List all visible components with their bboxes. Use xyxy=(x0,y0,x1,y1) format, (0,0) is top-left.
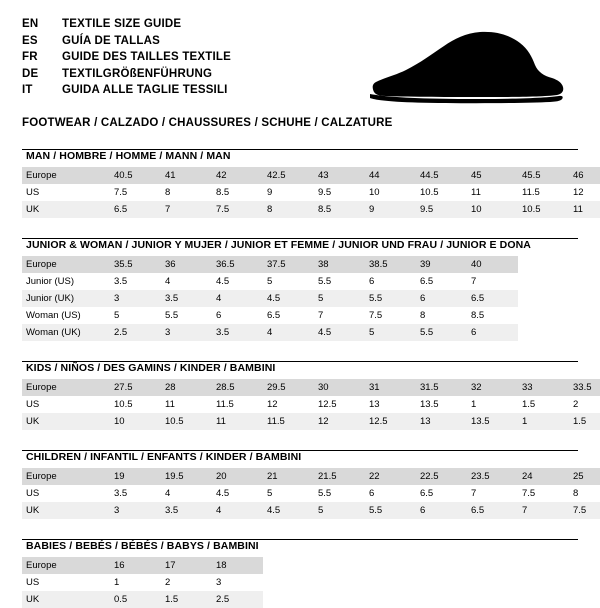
size-cell: 6 xyxy=(416,290,467,307)
row-label: Junior (US) xyxy=(26,276,75,287)
size-cell: 44.5 xyxy=(416,167,467,184)
size-table xyxy=(22,167,600,218)
size-cell: 13 xyxy=(369,399,380,410)
language-row xyxy=(22,16,231,33)
language-row xyxy=(22,82,231,99)
row-label: UK xyxy=(22,201,110,218)
row-label: UK xyxy=(22,591,110,608)
size-cell: 7.5 xyxy=(369,310,383,321)
size-cell: 10 xyxy=(467,201,518,218)
size-cell: 5 xyxy=(267,488,273,499)
row-label: Woman (US) xyxy=(26,310,81,321)
size-cell: 17 xyxy=(161,557,212,574)
size-cell: 28.5 xyxy=(212,379,263,396)
size-cell: 12.5 xyxy=(318,399,337,410)
size-cell: 33 xyxy=(518,379,569,396)
size-cell: 5 xyxy=(114,310,120,321)
language-code: ES xyxy=(22,34,38,47)
language-title: GUIDE DES TAILLES TEXTILE xyxy=(62,51,231,63)
size-cell: 10 xyxy=(369,187,380,198)
size-cell: 1 xyxy=(518,413,569,430)
size-cell: 40.5 xyxy=(110,167,161,184)
size-cell: 6.5 xyxy=(467,290,518,307)
language-title: TEXTILGRÖßENFÜHRUNG xyxy=(62,67,213,80)
size-cell: 12 xyxy=(267,399,278,410)
size-cell: 21.5 xyxy=(314,468,365,485)
language-row xyxy=(22,33,231,50)
size-cell: 4 xyxy=(263,324,314,341)
size-cell: 31 xyxy=(365,379,416,396)
table-row xyxy=(22,502,600,519)
size-cell: 10.5 xyxy=(114,399,133,410)
size-cell: 8.5 xyxy=(314,201,365,218)
size-cell: 7 xyxy=(471,276,477,287)
row-label: US xyxy=(26,187,40,198)
size-table xyxy=(22,379,600,430)
size-cell: 6 xyxy=(467,324,518,341)
size-cell: 3.5 xyxy=(212,324,263,341)
size-cell: 4.5 xyxy=(263,290,314,307)
size-table xyxy=(22,557,263,608)
size-cell: 1.5 xyxy=(522,399,536,410)
size-cell: 10.5 xyxy=(420,187,439,198)
size-cell: 32 xyxy=(467,379,518,396)
size-group-title: BABIES / BEBÉS / BÉBÉS / BABYS / BAMBINI xyxy=(26,540,259,552)
size-cell: 44 xyxy=(365,167,416,184)
size-cell: 4 xyxy=(212,502,263,519)
size-cell: 38 xyxy=(314,256,365,273)
size-cell: 8.5 xyxy=(216,187,230,198)
table-row xyxy=(22,485,600,502)
size-group xyxy=(22,450,587,519)
row-label: Woman (UK) xyxy=(22,324,110,341)
size-cell: 1 xyxy=(471,399,477,410)
size-cell: 3 xyxy=(161,324,212,341)
size-cell: 2 xyxy=(573,399,579,410)
size-cell: 5 xyxy=(267,276,273,287)
table-row xyxy=(22,557,263,574)
size-cell: 31.5 xyxy=(416,379,467,396)
size-cell: 6 xyxy=(416,502,467,519)
size-cell: 8.5 xyxy=(471,310,485,321)
size-cell: 7.5 xyxy=(569,502,600,519)
size-cell: 7 xyxy=(318,310,324,321)
size-cell: 3.5 xyxy=(114,488,128,499)
size-cell: 30 xyxy=(314,379,365,396)
size-cell: 7 xyxy=(161,201,212,218)
size-cell: 7.5 xyxy=(212,201,263,218)
size-cell: 5.5 xyxy=(165,310,179,321)
size-cell: 6 xyxy=(369,488,375,499)
size-cell: 7.5 xyxy=(522,488,536,499)
size-cell: 11.5 xyxy=(216,399,234,410)
size-cell: 11 xyxy=(569,201,600,218)
size-cell: 3 xyxy=(110,502,161,519)
row-label: US xyxy=(26,488,40,499)
size-cell: 11.5 xyxy=(263,413,314,430)
size-group xyxy=(22,361,592,430)
size-cell: 6.5 xyxy=(110,201,161,218)
size-cell: 35.5 xyxy=(110,256,161,273)
size-cell: 12 xyxy=(573,187,584,198)
size-cell: 21 xyxy=(263,468,314,485)
row-label: Europe xyxy=(22,167,110,184)
size-cell: 3.5 xyxy=(161,502,212,519)
size-cell: 6.5 xyxy=(420,488,434,499)
size-cell: 9 xyxy=(365,201,416,218)
size-cell: 11 xyxy=(212,413,263,430)
size-group-title: CHILDREN / INFANTIL / ENFANTS / KINDER / BAMBINI xyxy=(26,451,302,463)
size-cell: 13.5 xyxy=(420,399,439,410)
language-row xyxy=(22,66,231,83)
size-cell: 9.5 xyxy=(318,187,332,198)
size-cell: 3 xyxy=(216,577,222,588)
size-cell: 22.5 xyxy=(416,468,467,485)
language-code: DE xyxy=(22,67,39,80)
size-cell: 6.5 xyxy=(267,310,281,321)
row-label: Europe xyxy=(22,468,110,485)
size-cell: 8 xyxy=(573,488,579,499)
size-cell: 6 xyxy=(216,310,222,321)
size-table xyxy=(22,256,518,341)
row-label: Europe xyxy=(22,557,110,574)
size-cell: 38.5 xyxy=(365,256,416,273)
size-cell: 6.5 xyxy=(420,276,434,287)
size-group-title: KIDS / NIÑOS / DES GAMINS / KINDER / BAMBINI xyxy=(26,362,276,374)
size-cell: 42.5 xyxy=(263,167,314,184)
size-cell: 13 xyxy=(416,413,467,430)
dress-shoe-icon xyxy=(362,28,572,106)
size-cell: 29.5 xyxy=(263,379,314,396)
size-cell: 5.5 xyxy=(365,290,416,307)
size-cell: 11.5 xyxy=(522,187,540,198)
size-cell: 5.5 xyxy=(416,324,467,341)
language-title: TEXTILE SIZE GUIDE xyxy=(62,18,182,30)
size-cell: 2.5 xyxy=(212,591,263,608)
size-cell: 7 xyxy=(471,488,477,499)
size-cell: 36 xyxy=(161,256,212,273)
size-cell: 27.5 xyxy=(110,379,161,396)
size-cell: 12.5 xyxy=(365,413,416,430)
size-cell: 19.5 xyxy=(161,468,212,485)
size-group xyxy=(22,238,578,341)
size-cell: 1.5 xyxy=(569,413,600,430)
size-cell: 4 xyxy=(165,488,171,499)
row-label: Europe xyxy=(22,379,110,396)
size-cell: 6.5 xyxy=(467,502,518,519)
table-row xyxy=(22,396,600,413)
table-row xyxy=(22,167,600,184)
row-label: UK xyxy=(22,502,110,519)
size-cell: 41 xyxy=(161,167,212,184)
size-cell: 5 xyxy=(314,290,365,307)
size-cell: 5.5 xyxy=(365,502,416,519)
size-group xyxy=(22,539,578,608)
size-group-title: MAN / HOMBRE / HOMME / MANN / MAN xyxy=(26,150,231,162)
size-cell: 37.5 xyxy=(263,256,314,273)
size-cell: 11 xyxy=(165,399,175,410)
size-cell: 20 xyxy=(212,468,263,485)
size-cell: 13.5 xyxy=(467,413,518,430)
size-cell: 3.5 xyxy=(114,276,128,287)
language-title: GUÍA DE TALLAS xyxy=(62,34,160,47)
size-cell: 18 xyxy=(212,557,263,574)
table-row xyxy=(22,468,600,485)
size-cell: 25 xyxy=(569,468,600,485)
table-row xyxy=(22,290,518,307)
size-cell: 39 xyxy=(416,256,467,273)
size-cell: 24 xyxy=(518,468,569,485)
table-row xyxy=(22,184,600,201)
language-row xyxy=(22,49,231,66)
size-cell: 43 xyxy=(314,167,365,184)
size-cell: 22 xyxy=(365,468,416,485)
size-cell: 12 xyxy=(314,413,365,430)
size-cell: 8 xyxy=(420,310,426,321)
size-cell: 5 xyxy=(314,502,365,519)
size-cell: 1 xyxy=(114,577,120,588)
size-group xyxy=(22,149,584,218)
size-cell: 46 xyxy=(569,167,600,184)
size-cell: 16 xyxy=(110,557,161,574)
size-cell: 0.5 xyxy=(110,591,161,608)
size-cell: 5 xyxy=(365,324,416,341)
size-table xyxy=(22,468,600,519)
table-row xyxy=(22,413,600,430)
size-cell: 4.5 xyxy=(216,276,230,287)
language-code: FR xyxy=(22,51,38,63)
row-label: US xyxy=(26,399,40,410)
size-group-title: JUNIOR & WOMAN / JUNIOR Y MUJER / JUNIOR ET FEMME / JUNIOR UND FRAU / JUNIOR E DONA xyxy=(26,239,531,251)
table-row xyxy=(22,273,518,290)
size-cell: 42 xyxy=(212,167,263,184)
size-cell: 4 xyxy=(212,290,263,307)
row-label: UK xyxy=(22,413,110,430)
size-cell: 45.5 xyxy=(518,167,569,184)
row-label: Junior (UK) xyxy=(22,290,110,307)
size-cell: 10.5 xyxy=(161,413,212,430)
size-cell: 36.5 xyxy=(212,256,263,273)
size-cell: 28 xyxy=(161,379,212,396)
size-cell: 5.5 xyxy=(318,276,332,287)
language-code: IT xyxy=(22,84,33,96)
size-cell: 2 xyxy=(165,577,171,588)
size-cell: 7.5 xyxy=(114,187,128,198)
table-row xyxy=(22,574,263,591)
size-cell: 40 xyxy=(467,256,518,273)
size-cell: 3 xyxy=(110,290,161,307)
size-cell: 11 xyxy=(471,187,481,198)
language-title: GUIDA ALLE TAGLIE TESSILI xyxy=(62,84,228,96)
language-code: EN xyxy=(22,18,39,30)
size-cell: 45 xyxy=(467,167,518,184)
size-cell: 23.5 xyxy=(467,468,518,485)
header xyxy=(22,16,578,106)
size-cell: 2.5 xyxy=(110,324,161,341)
table-row xyxy=(22,256,518,273)
table-row xyxy=(22,307,518,324)
row-label: Europe xyxy=(22,256,110,273)
table-row xyxy=(22,324,518,341)
size-cell: 3.5 xyxy=(161,290,212,307)
size-cell: 33.5 xyxy=(569,379,600,396)
size-cell: 19 xyxy=(110,468,161,485)
size-cell: 4.5 xyxy=(314,324,365,341)
table-row xyxy=(22,201,600,218)
page-title: FOOTWEAR / CALZADO / CHAUSSURES / SCHUHE / CALZATURE xyxy=(22,117,393,129)
size-cell: 10.5 xyxy=(518,201,569,218)
size-cell: 5.5 xyxy=(318,488,332,499)
language-list xyxy=(22,16,231,99)
size-cell: 7 xyxy=(518,502,569,519)
size-cell: 4 xyxy=(165,276,171,287)
size-cell: 4.5 xyxy=(263,502,314,519)
size-cell: 8 xyxy=(263,201,314,218)
size-tables xyxy=(22,149,592,608)
size-cell: 9 xyxy=(267,187,273,198)
row-label: US xyxy=(26,577,40,588)
size-cell: 8 xyxy=(165,187,171,198)
size-cell: 4.5 xyxy=(216,488,230,499)
size-cell: 9.5 xyxy=(416,201,467,218)
table-row xyxy=(22,379,600,396)
size-cell: 1.5 xyxy=(161,591,212,608)
size-cell: 6 xyxy=(369,276,375,287)
size-cell: 10 xyxy=(110,413,161,430)
